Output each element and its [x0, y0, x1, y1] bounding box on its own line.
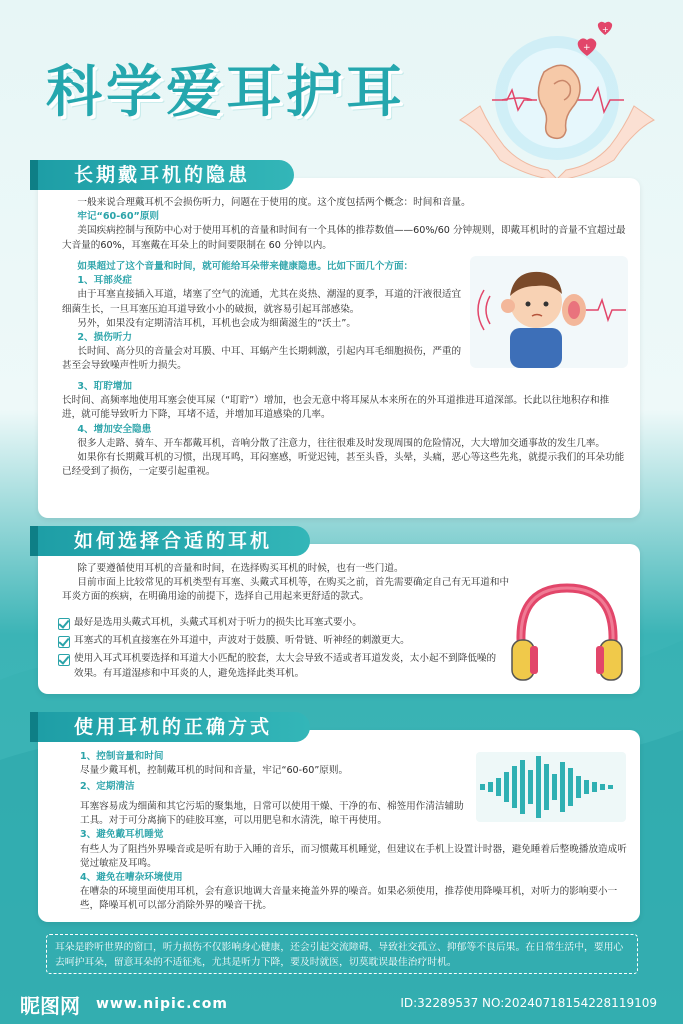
paragraph: 很多人走路、骑车、开车都戴耳机，音响分散了注意力，往往很难及时发现周围的危险情况，大大增加交通事故的发生几率。	[77, 437, 606, 449]
paragraph: 目前市面上比较常见的耳机类型有耳塞、头戴式耳机等，在购买之前，首先需要确定自己有无耳道和中耳炎方面的疾病，在明确用途的前提下，选择自己用起来更舒适的款式。	[62, 577, 510, 603]
paragraph: 长时间、高分贝的音量会对耳膜、中耳、耳蜗产生长期刺激，引起内耳毛细胞损伤，严重的甚至会导致噪声性听力损失。	[62, 346, 462, 372]
footer-message: 耳朵是聆听世界的窗口，听力损伤不仅影响身心健康，还会引起交流障碍、导致社交孤立、抑郁等不良后果。在日常生活中，要用心去呵护耳朵，留意耳朵的不适征兆，尤其是听力下降，要及时就医，切莫耽误最佳治疗时机。	[46, 934, 638, 974]
hands-ear-illustration	[452, 20, 662, 180]
usage-heading-2: 2、定期清洁	[80, 781, 135, 793]
paragraph: 由于耳塞直接插入耳道，堵塞了空气的流通，尤其在炎热、潮湿的夏季，耳道的汗液很适宜细菌生长，一旦耳塞压迫耳道导致小小的破损，就容易引起耳部感染。	[62, 289, 462, 315]
paragraph: 尽量少戴耳机，控制戴耳机的时间和音量，牢记“60-60”原则。	[80, 765, 349, 777]
risk-list-bottom	[62, 380, 628, 479]
svg-text:+: +	[602, 25, 609, 34]
boy-earache-illustration	[470, 256, 628, 368]
checklist-item: 耳塞式的耳机直接塞在外耳道中，声波对于鼓膜、听骨链、听神经的刺激更大。	[58, 634, 498, 648]
section-heading-risks: 长期戴耳机的隐患	[38, 160, 294, 190]
watermark-id: ID:32289537 NO:20240718154228119109	[400, 996, 657, 1010]
watermark-url: www.nipic.com	[96, 996, 228, 1012]
risk-heading-2: 2、损伤听力	[77, 332, 133, 344]
rule-label: 牢记“60-60”原则	[77, 211, 160, 223]
paragraph: 耳塞容易成为细菌和其它污垢的聚集地，日常可以使用干燥、干净的布、棉签用作清洁辅助工具。对于可分离摘下的硅胶耳塞，可以用肥皂和水清洗，晾干再使用。	[80, 801, 464, 827]
paragraph: 有些人为了阻挡外界噪音或是听有助于入睡的音乐，而习惯戴耳机睡觉，但建议在手机上设置计时器，避免睡着后整晚播放造成听觉过敏症及耳鸣。	[80, 843, 627, 869]
usage-list-bottom	[80, 800, 632, 914]
risk-intro: 如果超过了这个音量和时间，就可能给耳朵带来健康隐患。比如下面几个方面：	[77, 261, 414, 272]
section-heading-usage: 使用耳机的正确方式	[38, 712, 310, 742]
page-title: 科学爱耳护耳	[46, 60, 406, 125]
risk-list-top	[62, 260, 470, 374]
section-body-choose	[62, 562, 518, 605]
watermark-bar	[0, 986, 683, 1024]
paragraph: 长时间、高频率地使用耳塞会使耳屎（“耵聍”）增加，也会无意中将耳屎从本来所在的外耳道推进耳道深部。长此以往地积存和推进，就可能导致听力下降，耳堵不适，并增加耳道感染的几率。	[62, 395, 610, 421]
paragraph: 在嘈杂的环境里面使用耳机，会有意识地调大音量来掩盖外界的噪音。如果必须使用，推荐使用降噪耳机，对听力的影响要小一些，降噪耳机可以部分消除外界的噪音干扰。	[80, 886, 618, 912]
checklist-item: 使用入耳式耳机要选择和耳道大小匹配的胶套，太大会导致不适或者耳道发炎，太小起不到降低噪的效果。有耳道湿疹和中耳炎的人，避免选择此类耳机。	[58, 652, 498, 680]
risk-heading-4: 4、增加安全隐患	[77, 423, 152, 435]
checklist-item: 最好是选用头戴式耳机，头戴式耳机对于听力的损失比耳塞式要小。	[58, 616, 498, 630]
svg-text:+: +	[583, 43, 591, 53]
usage-heading-1: 1、控制音量和时间	[80, 751, 164, 762]
paragraph: 除了要遵循使用耳机的音量和时间，在选择购买耳机的时候，也有一些门道。	[77, 563, 404, 574]
section-heading-choose: 如何选择合适的耳机	[38, 526, 310, 556]
risk-heading-1: 1、耳部炎症	[77, 275, 133, 287]
usage-heading-4: 4、避免在嘈杂环境使用	[80, 872, 183, 884]
paragraph: 一般来说合理戴耳机不会损伤听力，问题在于使用的度。这个度包括两个概念：时间和音量。	[77, 197, 471, 208]
headphones-illustration	[508, 582, 626, 686]
paragraph: 另外，如果没有定期清洁耳机，耳机也会成为细菌滋生的“沃土”。	[77, 317, 356, 329]
watermark-logo: 昵图网	[20, 994, 80, 1018]
section-body-risks	[62, 196, 628, 253]
usage-heading-3: 3、避免戴耳机睡觉	[80, 829, 164, 841]
usage-list-top	[80, 750, 472, 795]
paragraph: 美国疾病控制与预防中心对于使用耳机的音量和时间有一个具体的推荐数值——60%/60 分钟规则，即戴耳机时的音量不宜超过最大音量的60%，耳塞戴在耳朵上的时间要限制在 60 分钟以内。	[62, 225, 626, 251]
risk-heading-3: 3、耵聍增加	[77, 381, 133, 392]
paragraph: 如果你有长期戴耳机的习惯，出现耳鸣，耳闷塞感，听觉迟钝，甚至头昏，头晕，头痛，恶心等这些先兆，就提示我们的耳朵功能已经受到了损伤，一定要引起重视。	[62, 452, 625, 478]
checklist	[58, 616, 498, 681]
